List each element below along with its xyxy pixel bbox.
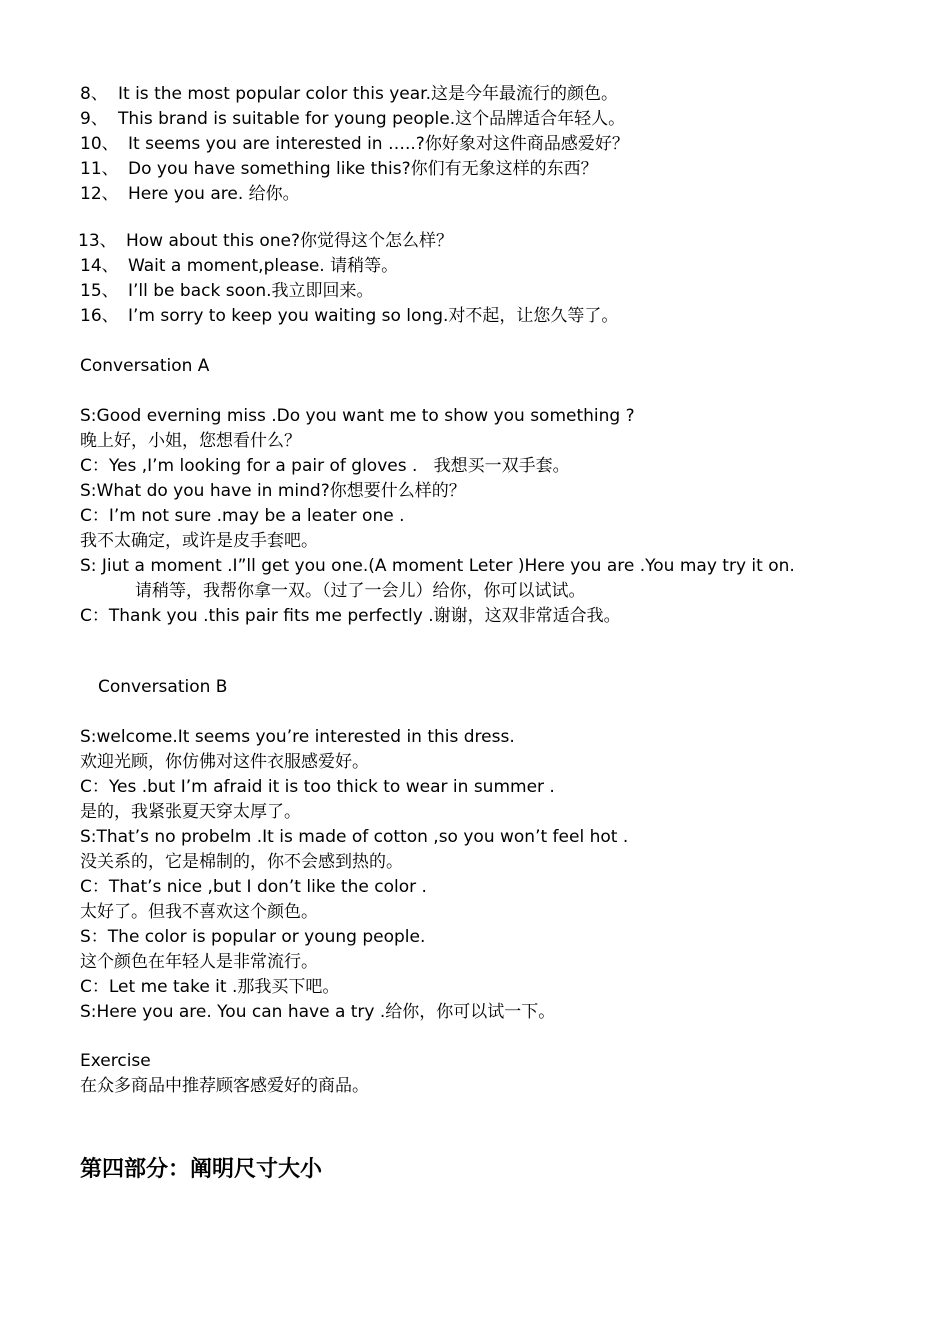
phrase-item-9 (80, 108, 625, 130)
conversation-a-line: C：Thank you .this pair fits me perfectly .谢谢，这双非常适合我。 (80, 606, 621, 626)
conversation-b-line: S:That’s no probelm .It is made of cotton ,so you won’t feel hot . (80, 827, 629, 847)
conversation-a-line: 晚上好，小姐，您想看什么？ (80, 431, 301, 451)
phrase-item-11 (80, 158, 598, 180)
conversation-a-line: 我不太确定，或许是皮手套吧。 (80, 531, 318, 551)
phrase-number: 8、 (80, 84, 108, 104)
phrase-number: 12、 (80, 184, 119, 204)
conversation-a-line: S: Jiut a moment .I”ll get you one.(A moment Leter )Here you are .You may try it on. (80, 556, 795, 576)
conversation-a-line: 请稍等，我帮你拿一双。（过了一会儿）给你，你可以试试。 (135, 581, 586, 601)
conversation-b-line: 太好了。但我不喜欢这个颜色。 (80, 902, 318, 922)
phrase-item-8 (80, 83, 618, 105)
phrase-text: Here you are. 给你。 (128, 184, 300, 204)
conversation-b-line: 欢迎光顾，你仿佛对这件衣服感爱好。 (80, 752, 369, 772)
exercise-title: Exercise (80, 1051, 151, 1071)
exercise-text: 在众多商品中推荐顾客感爱好的商品。 (80, 1076, 369, 1096)
phrase-number: 10、 (80, 134, 119, 154)
phrase-text: It seems you are interested in …..?你好象对这件商品感爱好？ (128, 134, 629, 154)
conversation-b-line: C：Yes .but I’m afraid it is too thick to wear in summer . (80, 777, 555, 797)
conversation-b-line: C：That’s nice ,but I don’t like the color . (80, 877, 427, 897)
section-heading: 第四部分：阐明尺寸大小 (80, 1157, 323, 1182)
conversation-a-line: C：I’m not sure .may be a leater one . (80, 506, 405, 526)
phrase-item-12 (80, 183, 300, 205)
phrase-text: This brand is suitable for young people.这个品牌适合年轻人。 (118, 109, 626, 129)
conversation-b-line: C：Let me take it .那我买下吧。 (80, 977, 340, 997)
phrase-text: It is the most popular color this year.这是今年最流行的颜色。 (118, 84, 619, 104)
conversation-a-line: S:What do you have in mind?你想要什么样的？ (80, 481, 466, 501)
phrase-text: Do you have something like this?你们有无象这样的东西？ (128, 159, 598, 179)
phrase-number: 9、 (80, 109, 108, 129)
conversation-a-title: Conversation A (80, 356, 210, 376)
phrase-item-13 (78, 230, 453, 252)
phrase-item-14 (80, 255, 398, 277)
conversation-b-line: S:Here you are. You can have a try .给你，你可以试一下。 (80, 1002, 556, 1022)
conversation-a-line: C：Yes ,I’m looking for a pair of gloves . 我想买一双手套。 (80, 456, 570, 476)
phrase-number: 14、 (80, 256, 119, 276)
phrase-text: How about this one?你觉得这个怎么样？ (126, 231, 454, 251)
phrase-number: 16、 (80, 306, 119, 326)
phrase-text: Wait a moment,please. 请稍等。 (128, 256, 399, 276)
phrase-number: 15、 (80, 281, 119, 301)
phrase-text: I’ll be back soon.我立即回来。 (128, 281, 374, 301)
conversation-b-title: Conversation B (98, 677, 228, 697)
conversation-b-line: 这个颜色在年轻人是非常流行。 (80, 952, 318, 972)
conversation-b-line: S：The color is popular or young people. (80, 927, 426, 947)
phrase-item-15 (80, 280, 374, 302)
conversation-a-line: S:Good everning miss .Do you want me to show you something ? (80, 406, 635, 426)
phrase-number: 13、 (78, 231, 117, 251)
phrase-item-10 (80, 133, 629, 155)
conversation-b-line: 没关系的，它是棉制的，你不会感到热的。 (80, 852, 403, 872)
phrase-text: I’m sorry to keep you waiting so long.对不起，让您久等了。 (128, 306, 619, 326)
conversation-b-line: 是的，我紧张夏天穿太厚了。 (80, 802, 301, 822)
phrase-item-16 (80, 305, 618, 327)
phrase-number: 11、 (80, 159, 119, 179)
conversation-b-line: S:welcome.It seems you’re interested in this dress. (80, 727, 515, 747)
